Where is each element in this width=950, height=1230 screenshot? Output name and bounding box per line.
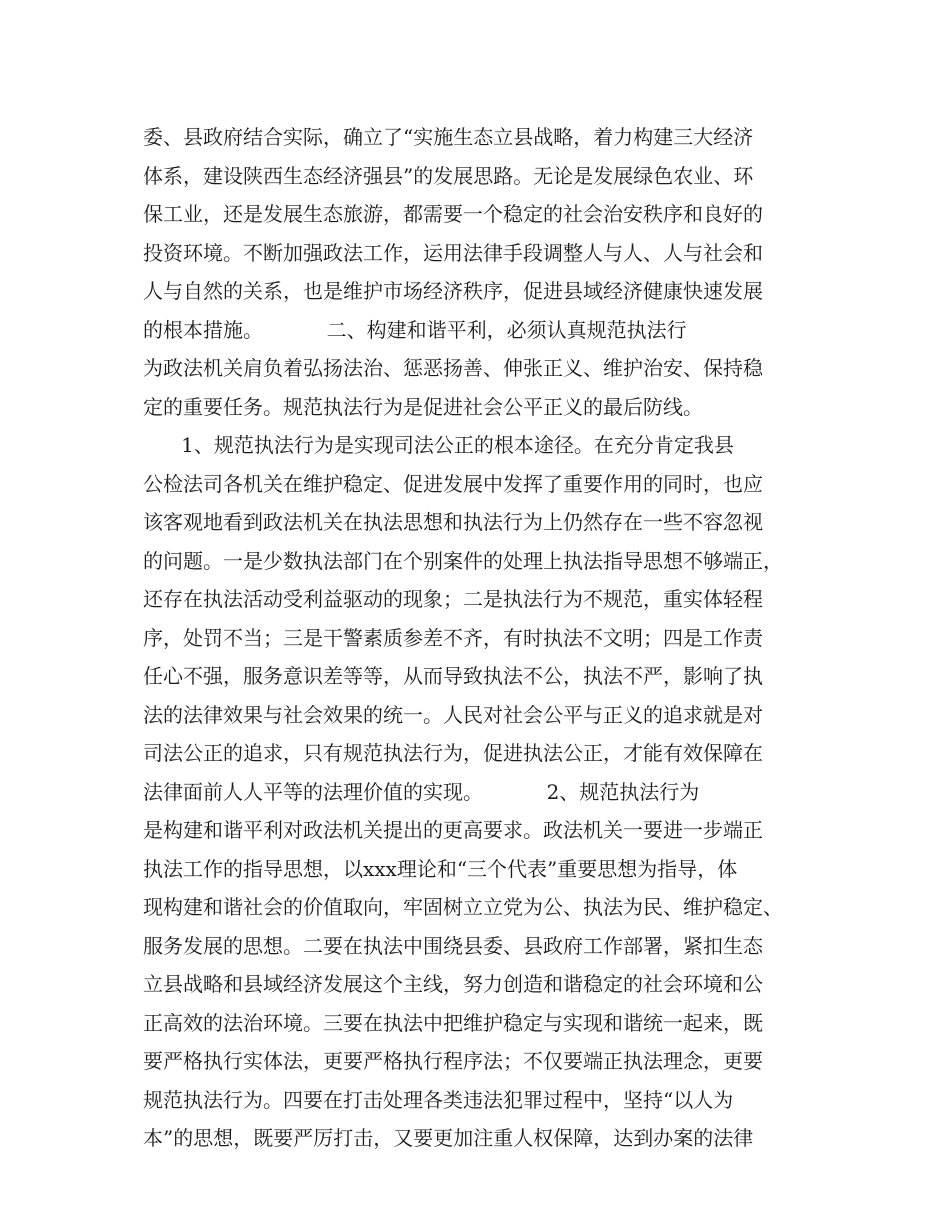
- body-text: [143, 118, 823, 1158]
- text-line-22: 服务发展的思想。二要在执法中围绕县委、县政府工作部署，紧扣生态: [143, 933, 763, 958]
- text-line-7: 为政法机关肩负着弘扬法治、惩恶扬善、伸张正义、维护治安、保持稳: [143, 356, 763, 380]
- text-line-15: 任心不强，服务意识差等等，从而导致执法不公，执法不严，影响了执: [143, 664, 763, 688]
- text-line-3: 保工业，还是发展生态旅游，都需要一个稳定的社会治安秩序和良好的: [143, 202, 763, 226]
- text-line-8: 定的重要任务。规范执法行为是促进社会公平正义的最后防线。: [143, 394, 703, 419]
- text-line-6: 的根本措施。 二、构建和谐平利，必须认真规范执法行: [143, 317, 687, 342]
- text-line-4: 投资环境。不断加强政法工作，运用法律手段调整人与人、人与社会和: [143, 240, 763, 265]
- text-line-1: 委、县政府结合实际，确立了“实施生态立县战略，着力构建三大经济: [143, 125, 754, 149]
- text-line-11: 该客观地看到政法机关在执法思想和执法行为上仍然存在一些不容忽视: [143, 510, 763, 534]
- text-line-10: 公检法司各机关在维护稳定、促进发展中发挥了重要作用的同时，也应: [143, 471, 763, 496]
- text-line-2: 体系，建设陕西生态经济强县”的发展思路。无论是发展绿色农业、环: [143, 163, 754, 188]
- text-line-20: 执法工作的指导思想，以xxx理论和“三个代表”重要思想为指导，体: [143, 856, 738, 881]
- text-line-26: 规范执法行为。四要在打击处理各类违法犯罪过程中，坚持“以人为: [143, 1087, 734, 1112]
- text-line-23: 立县战略和县域经济发展这个主线，努力创造和谐稳定的社会环境和公: [143, 972, 763, 996]
- text-line-14: 序，处罚不当；三是干警素质参差不齐，有时执法不文明；四是工作责: [143, 625, 763, 650]
- text-line-21: 现构建和谐社会的价值取向，牢固树立立党为公、执法为民、维护稳定、: [143, 895, 783, 919]
- text-line-9: 1、规范执法行为是实现司法公正的根本途径。在充分肯定我县: [143, 433, 734, 457]
- text-line-25: 要严格执行实体法，更要严格执行程序法；不仅要端正执法理念，更要: [143, 1049, 763, 1073]
- text-line-12: 的问题。一是少数执法部门在个别案件的处理上执法指导思想不够端正，: [143, 548, 783, 573]
- text-line-27: 本”的思想，既要严厉打击，又要更加注重人权保障，达到办案的法律: [143, 1126, 754, 1150]
- text-line-5: 人与自然的关系，也是维护市场经济秩序，促进县域经济健康快速发展: [143, 279, 763, 303]
- text-line-13: 还存在执法活动受利益驱动的现象；二是执法行为不规范，重实体轻程: [143, 587, 763, 611]
- text-line-24: 正高效的法治环境。三要在执法中把维护稳定与实现和谐统一起来，既: [143, 1010, 763, 1035]
- text-line-19: 是构建和谐平利对政法机关提出的更高要求。政法机关一要进一步端正: [143, 818, 763, 842]
- text-line-18: 法律面前人人平等的法理价值的实现。 2、规范执法行为: [143, 779, 700, 804]
- text-line-17: 司法公正的追求，只有规范执法行为，促进执法公正，才能有效保障在: [143, 741, 763, 765]
- text-line-16: 法的法律效果与社会效果的统一。人民对社会公平与正义的追求就是对: [143, 702, 763, 727]
